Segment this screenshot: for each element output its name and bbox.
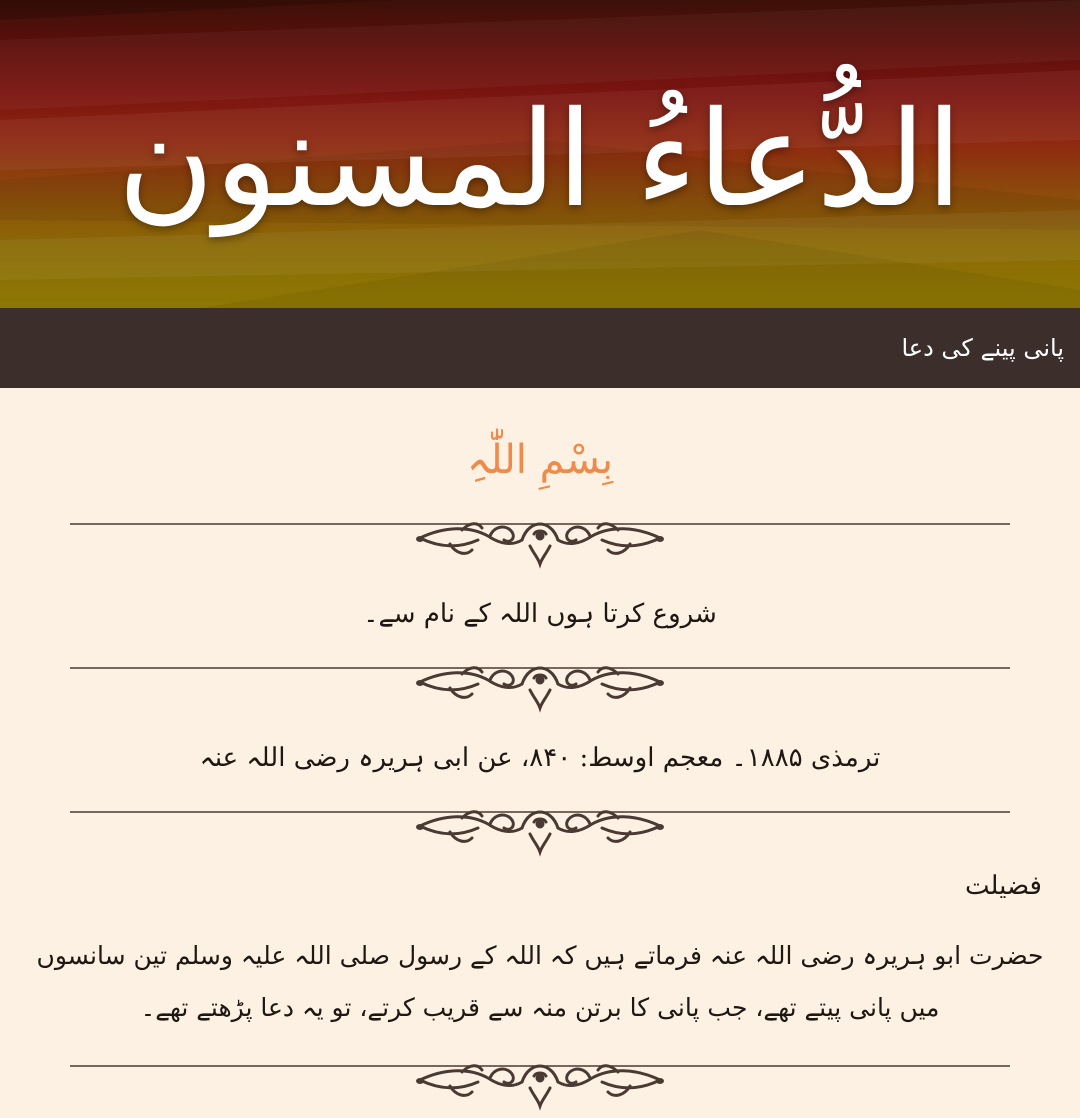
section-title: پانی پینے کی دعا xyxy=(901,334,1064,362)
bismillah-text: بِسْمِ اللّٰہِ xyxy=(466,437,614,483)
banner-title: الدُّعاءُ المسنون xyxy=(117,83,963,237)
ornament-divider-icon xyxy=(70,1062,1010,1118)
section-header xyxy=(0,308,1080,388)
reference-text: ترمذی ۱۸۸۵۔ معجم اوسط: ۸۴۰، عن ابی ہریرہ رضی اللہ عنہ xyxy=(199,743,881,773)
header-banner xyxy=(0,0,1080,308)
fazilat-text: حضرت ابو ہریرہ رضی اللہ عنہ فرماتے ہیں کہ اللہ کے رسول صلی اللہ علیہ وسلم تین سانسوں میں پانی پیتے تھے، جب پانی کا برتن منہ سے قریب کرتے، تو یہ دعا پڑھتے تھے۔ xyxy=(36,941,1044,1022)
ornament-divider-icon xyxy=(70,520,1010,576)
ornament-divider-icon xyxy=(70,664,1010,720)
translation-text: شروع کرتا ہوں اللہ کے نام سے۔ xyxy=(363,599,717,629)
fazilat-heading: فضیلت xyxy=(965,871,1042,901)
ornament-divider-icon xyxy=(70,808,1010,864)
